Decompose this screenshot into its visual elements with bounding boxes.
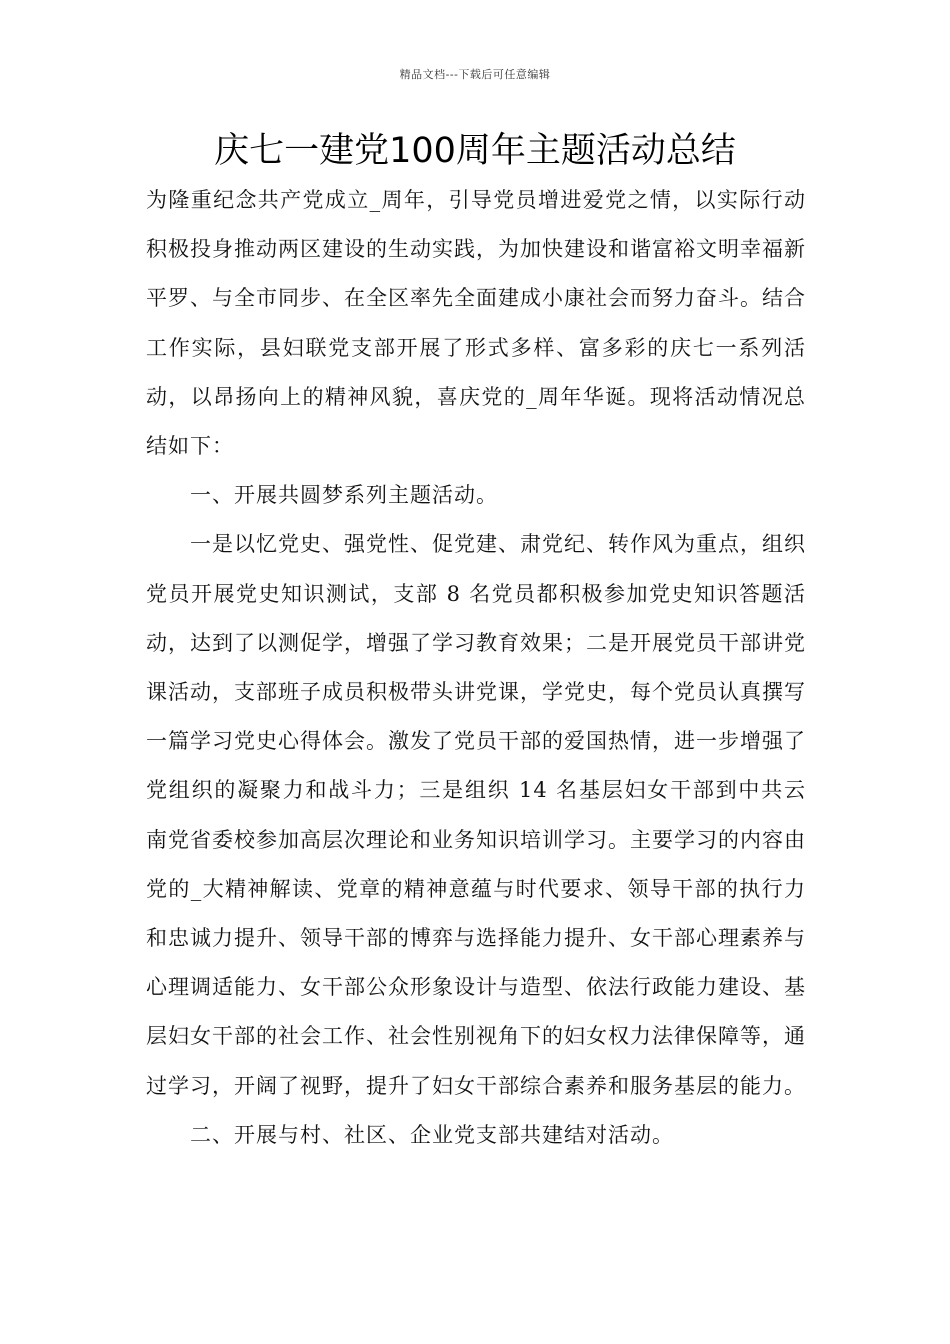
paragraph-intro: 为隆重纪念共产党成立_周年，引导党员增进爱党之情，以实际行动积极投身推动两区建设的生动实践，为加快建设和谐富裕文明幸福新平罗、与全市同步、在全区率先全面建成小康社会而努力奋斗。结合工作实际，县妇联党支部开展了形式多样、富多彩的庆七一系列活动，以昂扬向上的精神风貌，喜庆党的_周年华诞。现将活动情况总结如下：	[146, 188, 806, 459]
document-title: 庆七一建党100周年主题活动总结	[214, 131, 736, 171]
document-body	[146, 176, 806, 1160]
section-heading-1: 一、开展共圆梦系列主题活动。	[190, 483, 498, 508]
section-heading-2: 二、开展与村、社区、企业党支部共建结对活动。	[190, 1122, 674, 1147]
header-note: 精品文档---下载后可任意编辑	[399, 68, 551, 81]
paragraph-section-1: 一是以忆党史、强党性、促党建、肃党纪、转作风为重点，组织党员开展党史知识测试，支部 8 名党员都积极参加党史知识答题活动，达到了以测促学，增强了学习教育效果；二是开展党员干部讲党课活动，支部班子成员积极带头讲党课，学党史，每个党员认真撰写一篇学习党史心得体会。激发了党员干部的爱国热情，进一步增强了党组织的凝聚力和战斗力；三是组织 14 名基层妇女干部到中共云南党省委校参加高层次理论和业务知识培训学习。主要学习的内容由党的_大精神解读、党章的精神意蕴与时代要求、领导干部的执行力和忠诚力提升、领导干部的博弈与选择能力提升、女干部心理素养与心理调适能力、女干部公众形象设计与造型、依法行政能力建设、基层妇女干部的社会工作、社会性别视角下的妇女权力法律保障等，通过学习，开阔了视野，提升了妇女干部综合素养和服务基层的能力。	[146, 532, 806, 1098]
